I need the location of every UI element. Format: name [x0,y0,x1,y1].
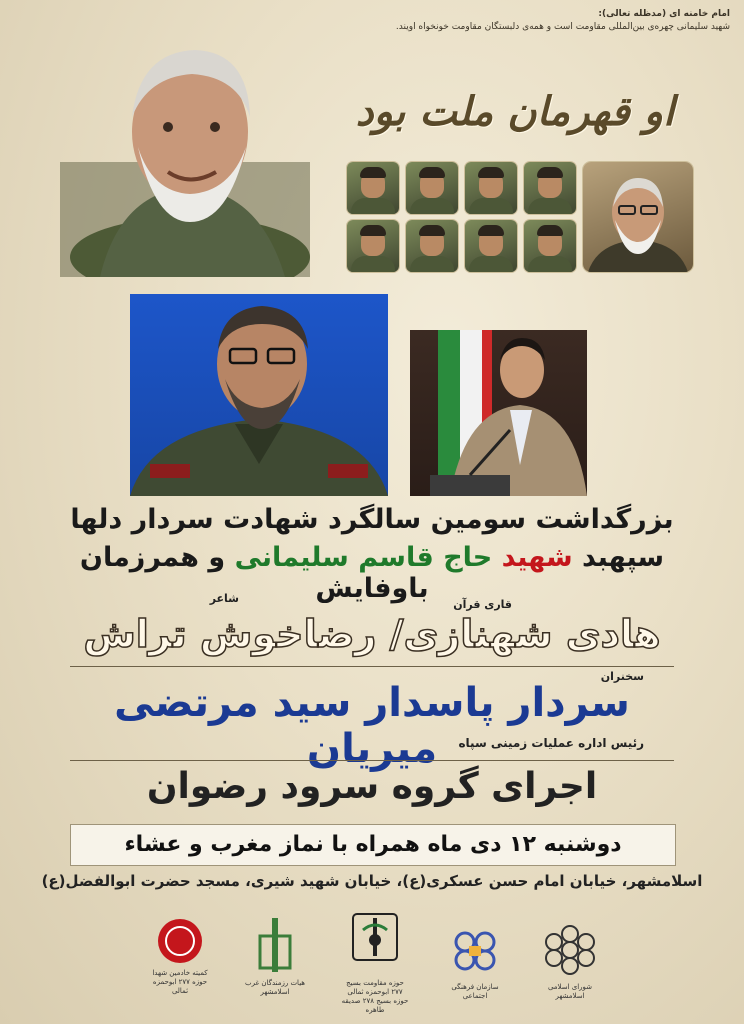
martyr-photo [347,220,399,272]
basij-emblem-icon [345,910,405,976]
basij-logo [340,910,410,1015]
choir-performance: اجرای گروه سرود رضوان [146,766,598,807]
flower-emblem-icon [540,920,600,980]
leader-quote [330,8,730,34]
cultural-org-logo [440,924,510,1001]
knot-emblem-icon [445,924,505,980]
martyrs-committee-logo [145,916,215,996]
performer-names: هادی شهنازی/ رضاخوش تراش [83,612,661,656]
event-date: دوشنبه ۱۲ دی ماه همراه با نماز مغرب و عشاء [70,824,676,866]
logo-caption: شورای اسلامی اسلامشهر [547,983,593,1000]
event-subheadline [40,542,704,604]
role-poet: شاعر [209,592,239,605]
quote-attribution: امام خامنه ای (مدظله تعالی): [598,9,730,19]
quote-text: شهید سلیمانی چهره‌ی بین‌المللی مقاومت است و همه‌ی دلبستگان مقاومت خونخواه او‌یند. [395,22,730,32]
divider [70,666,674,667]
speaker-title: رئیس اداره عملیات زمینی سپاه [458,736,644,750]
martyrs-gallery [345,160,695,280]
flag-emblem-icon [250,916,300,976]
martyr-photo [524,162,576,214]
headline-rank: سپهبد [572,542,665,573]
sponsor-logos [140,910,610,1014]
event-headline: بزرگداشت سومین سالگرد شهادت سردار دلها [70,504,674,535]
speaker-photo [130,294,388,496]
martyr-photo [406,162,458,214]
martyr-photo [347,162,399,214]
logo-caption: حوزه مقاومت بسیج ۲۷۷ ابوحمزه ثمالی حوزه بسیج ۲۷۸ صدیقه طاهره [341,979,409,1014]
council-logo [535,920,605,1001]
logo-caption: کمیته خادمین شهدا حوزه ۲۷۷ ابوحمزه ثمالی [152,969,208,995]
logo-caption: هیات رزمندگان غرب اسلامشهر [245,979,305,996]
divider [70,760,674,761]
role-quran-reciter: قاری قرآن [453,598,512,611]
headline-martyr: شهید [501,542,573,573]
martyr-photo-large [583,162,693,272]
martyr-photo [406,220,458,272]
martyr-photo [465,220,517,272]
speaker-name: سردار پاسدار سید مرتضی میریان [114,680,630,772]
reciter-photo [410,330,587,496]
veterans-logo [240,916,310,997]
headline-suffix: و همرزمان باوفایش [79,542,429,604]
martyr-photo [465,162,517,214]
event-address: اسلامشهر، خیابان امام حسن عسکری(ع)، خیابان شهید شیری، مسجد حضرت ابوالفضل(ع) [41,872,703,890]
main-portrait [60,22,310,277]
logo-caption: سازمان فرهنگی اجتماعی [451,983,499,1000]
headline-martyr-name: حاج قاسم سلیمانی [234,542,502,573]
calligraphy-title: او قهرمان ملت بود [355,88,675,135]
red-circle-emblem-icon [155,916,205,966]
martyr-photo [524,220,576,272]
role-speaker: سخنران [600,670,644,683]
